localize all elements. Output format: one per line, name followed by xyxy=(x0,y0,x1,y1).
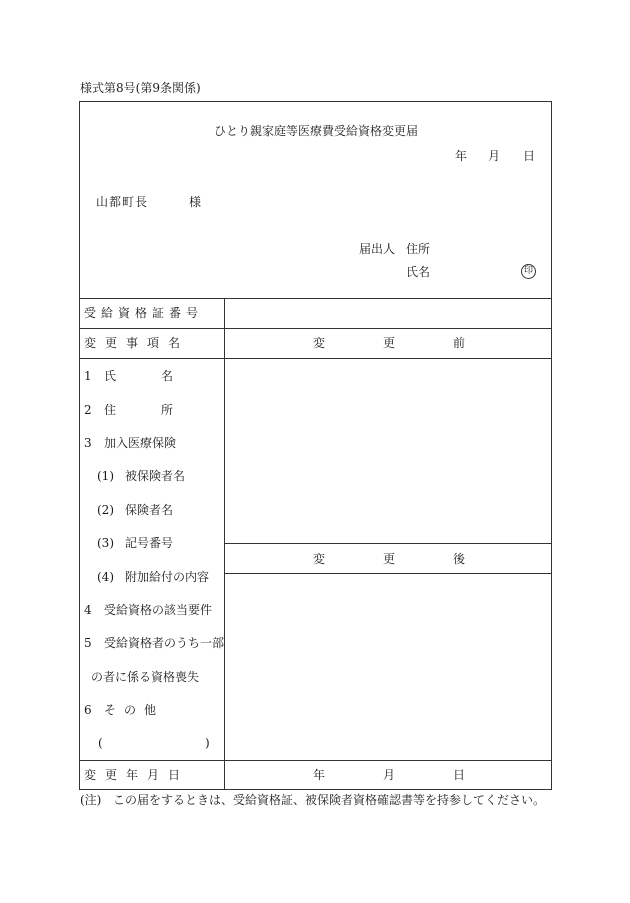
date-month: 月 xyxy=(488,149,501,163)
form-number: 様式第8号(第9条関係) xyxy=(80,81,201,95)
applicant-label: 届出人 xyxy=(359,242,396,256)
seal-icon: 印 xyxy=(521,264,536,279)
applicant-name-label: 氏名 xyxy=(406,265,431,279)
footnote-text: この届をするときは、受給資格証、被保険者資格確認書等を持参してください。 xyxy=(113,793,546,807)
change-items-label: 変更事項名 xyxy=(84,336,190,350)
applicant-address-label: 住所 xyxy=(406,242,431,256)
form-title: ひとり親家庭等医療費受給資格変更届 xyxy=(213,124,418,138)
date-day: 日 xyxy=(523,149,536,163)
change-date-label: 変更年月日 xyxy=(84,768,190,782)
certificate-number-label: 受給資格証番号 xyxy=(84,306,204,320)
date-year: 年 xyxy=(455,149,468,163)
footnote-label: (注) xyxy=(80,793,102,807)
addressee-honorific: 様 xyxy=(189,195,202,209)
addressee-name: 山都町長 xyxy=(96,195,149,209)
